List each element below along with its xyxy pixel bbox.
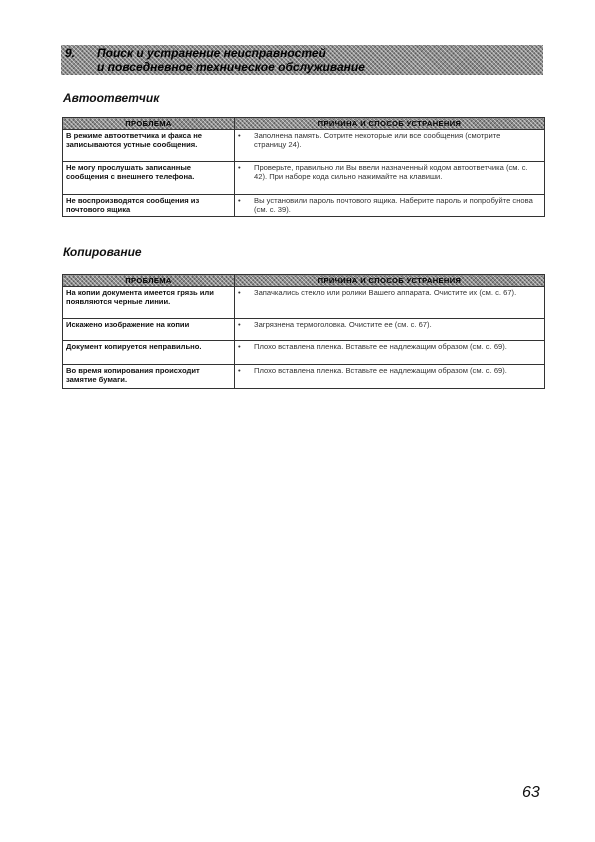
column-header-problem: ПРОБЛЕМА [63, 275, 235, 287]
table-row [63, 341, 545, 365]
solution-text: Плохо вставлена пленка. Вставьте ее надлежащим образом (см. с. 69). [254, 366, 507, 375]
bullet: • [238, 131, 241, 140]
solution-text: Плохо вставлена пленка. Вставьте ее надлежащим образом (см. с. 69). [254, 342, 507, 351]
column-header-cause: ПРИЧИНА И СПОСОБ УСТРАНЕНИЯ [235, 275, 545, 287]
problem-cell: Искажено изображение на копии [63, 319, 235, 341]
chapter-number: 9. [65, 46, 76, 60]
section-title-answering-machine: Автоответчик [63, 91, 160, 105]
solution-cell [235, 341, 545, 365]
solution-cell [235, 130, 545, 162]
bullet: • [238, 288, 241, 297]
bullet: • [238, 366, 241, 375]
column-header-cause: ПРИЧИНА И СПОСОБ УСТРАНЕНИЯ [235, 118, 545, 130]
column-header-problem: ПРОБЛЕМА [63, 118, 235, 130]
solution-cell [235, 162, 545, 195]
solution-cell [235, 319, 545, 341]
table-header-row [63, 118, 545, 130]
table-row [63, 162, 545, 195]
solution-text: Проверьте, правильно ли Вы ввели назначенный кодом автоответчика (см. с. 42). При наборе кода сильно нажимайте на клавиши. [254, 163, 528, 181]
solution-text: Запачкались стекло или ролики Вашего аппарата. Очистите их (см. с. 67). [254, 288, 517, 297]
copying-table [62, 274, 545, 389]
chapter-title [97, 46, 365, 74]
chapter-title-line-1: Поиск и устранение неисправностей [97, 46, 326, 60]
bullet: • [238, 196, 241, 205]
section-title-copying: Копирование [63, 245, 142, 259]
table-row [63, 365, 545, 389]
table-row [63, 287, 545, 319]
problem-cell: На копии документа имеется грязь или появляются черные линии. [63, 287, 235, 319]
page-number: 63 [522, 784, 540, 801]
chapter-title-line-2: и повседневное техническое обслуживание [97, 60, 365, 74]
problem-cell: Не могу прослушать записанные сообщения с внешнего телефона. [63, 162, 235, 195]
table-header-row [63, 275, 545, 287]
solution-text: Загрязнена термоголовка. Очистите ее (см. с. 67). [254, 320, 432, 329]
solution-cell [235, 195, 545, 217]
table-row [63, 319, 545, 341]
answering-machine-table [62, 117, 545, 217]
solution-cell [235, 287, 545, 319]
problem-cell: Не воспроизводятся сообщения из почтового ящика [63, 195, 235, 217]
bullet: • [238, 163, 241, 172]
solution-cell [235, 365, 545, 389]
solution-text: Вы установили пароль почтового ящика. Наберите пароль и попробуйте снова (см. с. 39). [254, 196, 533, 214]
table-row [63, 130, 545, 162]
solution-text: Заполнена память. Сотрите некоторые или все сообщения (смотрите страницу 24). [254, 131, 501, 149]
problem-cell: Документ копируется неправильно. [63, 341, 235, 365]
problem-cell: В режиме автоответчика и факса не записываются устные сообщения. [63, 130, 235, 162]
bullet: • [238, 342, 241, 351]
chapter-heading-bar [61, 45, 543, 75]
problem-cell: Во время копирования происходит замятие бумаги. [63, 365, 235, 389]
bullet: • [238, 320, 241, 329]
table-row [63, 195, 545, 217]
